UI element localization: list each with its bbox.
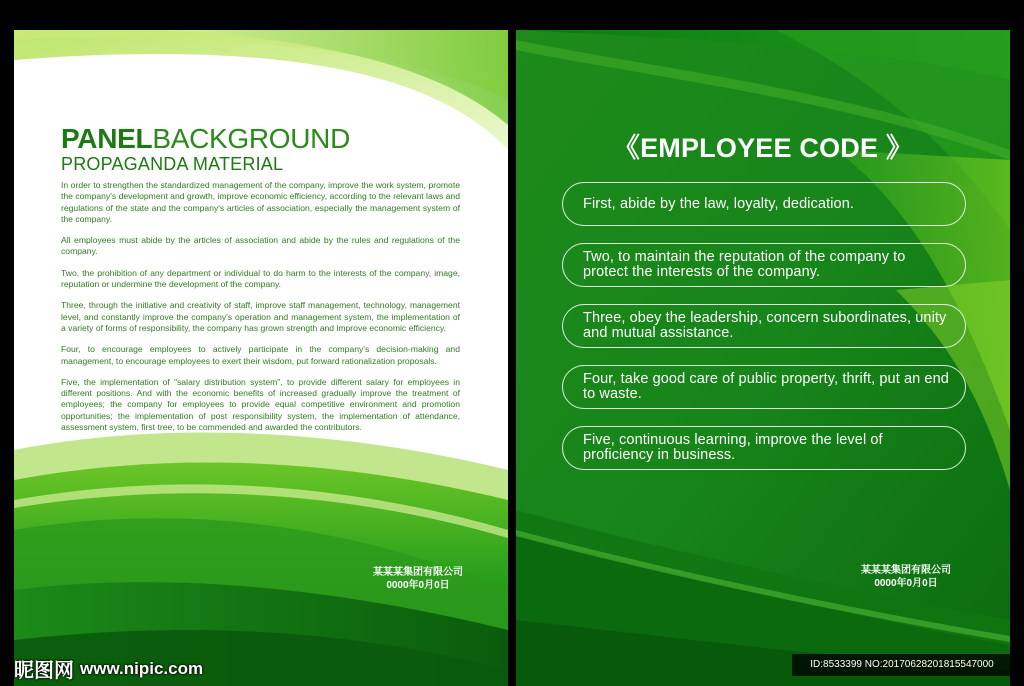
rule-item: Five, continuous learning, improve the level of proficiency in business. bbox=[562, 426, 966, 470]
site-watermark bbox=[14, 654, 203, 683]
left-footer bbox=[368, 566, 468, 592]
date-text: 0000年0月0日 bbox=[386, 580, 450, 591]
rule-item: Two, to maintain the reputation of the company to protect the interests of the company. bbox=[562, 243, 966, 287]
right-footer bbox=[846, 564, 966, 590]
panel-subtitle: PROPAGANDA MATERIAL bbox=[61, 154, 284, 174]
rule-item: Three, obey the leadership, concern subordinates, unity and mutual assistance. bbox=[562, 304, 966, 348]
date-text: 0000年0月0日 bbox=[874, 578, 938, 589]
panel-title bbox=[61, 124, 481, 154]
rules-list bbox=[562, 182, 966, 487]
paragraph: In order to strengthen the standardized management of the company, improve the work system, promote the company's development and growth, improve economic efficiency, according to the relevant laws and regulations of the state and the company's articles of association, especially the management system of the company. bbox=[61, 180, 460, 224]
left-title-block bbox=[61, 124, 481, 174]
paragraph: Four, to encourage employees to actively participate in the company's decision-making and management, to encourage employees to exert their wisdom, put forward rationalization proposals. bbox=[61, 344, 460, 366]
panel-title-strong: PANEL bbox=[61, 123, 153, 154]
paragraph: Two, the prohibition of any department or individual to do harm to the interests of the company, image, reputation or undermine the development of the company. bbox=[61, 267, 460, 290]
site-name-cn: 昵图网 bbox=[14, 660, 74, 682]
body-text bbox=[61, 180, 460, 443]
company-name: 某某某集团有限公司 bbox=[373, 567, 463, 578]
employee-code-title: 《EMPLOYEE CODE 》 bbox=[612, 133, 914, 163]
left-panel bbox=[14, 30, 508, 686]
panel-title-light: BACKGROUND bbox=[152, 123, 351, 154]
rule-item: Four, take good care of public property, thrift, put an end to waste. bbox=[562, 365, 966, 409]
paragraph: All employees must abide by the articles of association and abide by the rules and regulations of the company. bbox=[61, 235, 460, 257]
right-panel bbox=[516, 30, 1010, 686]
rule-item: First, abide by the law, loyalty, dedication. bbox=[562, 182, 966, 226]
paragraph: Five, the implementation of "salary distribution system", to provide different salary for employees in different positions. And with the economic benefits of increased gradually improve the treatment of employees; the company for employees to provide equal competitive environment and promotion opportunities; the implementation of post responsibility system, the implementation of attendance, assessment system, first tree, to be commended and awarded the contributors. bbox=[61, 376, 460, 433]
paragraph: Three, through the initiative and creativity of staff, improve staff management, technology, management level, and constantly improve the company's operation and management system, the implementation of a variety of forms of responsibility, the company has grown strength and improve economic efficiency. bbox=[61, 300, 460, 333]
site-url: www.nipic.com bbox=[80, 658, 204, 678]
company-name: 某某某集团有限公司 bbox=[861, 565, 951, 576]
id-watermark: ID:8533399 NO:20170628201815547000 bbox=[792, 654, 1012, 676]
